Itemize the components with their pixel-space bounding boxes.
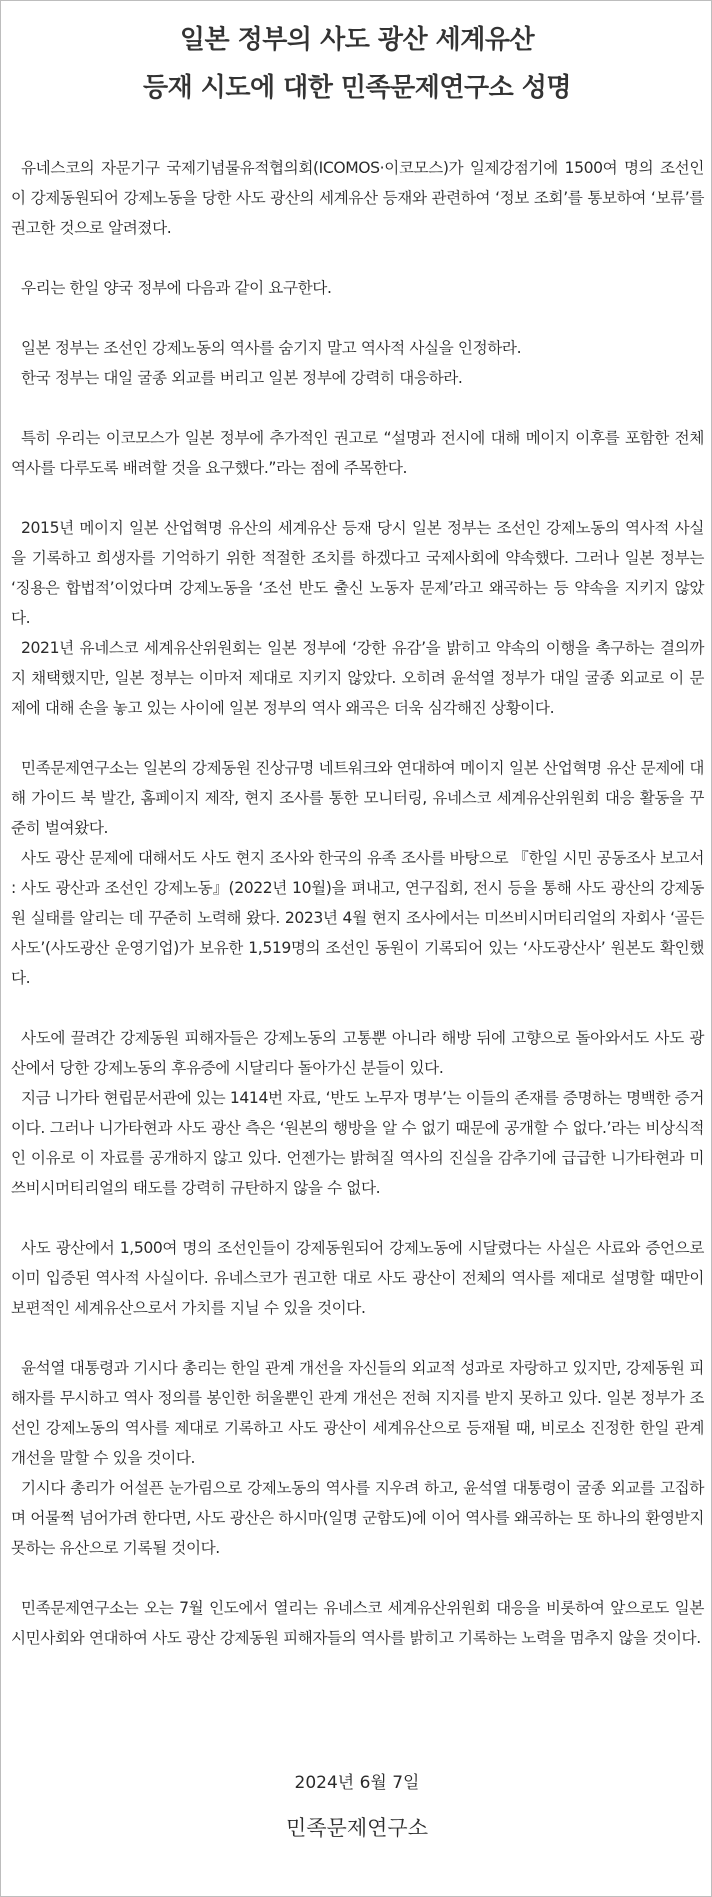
paragraph-2015-meiji: 2015년 메이지 일본 산업혁명 유산의 세계유산 등재 당시 일본 정부는 조선인 강제노동의 역사적 사실을 기록하고 희생자를 기억하기 위한 적절한 조치를 하겠다고 국제사회에 약속했다. 그러나 일본 정부는 ‘징용은 합법적’이었다며 강제노동을 ‘조선 반도 출신 노동자 문제’라고 왜곡하는 등 약속을 지키지 않았다. — [11, 519, 704, 627]
paragraph-icomos-recommendation: 특히 우리는 이코모스가 일본 정부에 추가적인 권고로 “설명과 전시에 대해 메이지 이후를 포함한 전체 역사를 다루도록 배려할 것을 요구했다.”라는 점에 주목한다. — [11, 429, 704, 477]
paragraph-niigata-records: 지금 니가타 현립문서관에 있는 1414번 자료, ‘반도 노무자 명부’는 이들의 존재를 증명하는 명백한 증거이다. 그러나 니가타현과 사도 광산 측은 ‘원본의 행방을 알 수 없기 때문에 공개할 수 없다.’라는 비상식적인 이유로 이 자료를 공개하지 않고 있다. 언젠가는 밝혀질 역사의 진실을 감추기에 급급한 니가타현과 미쓰비시머티리얼의 태도를 강력히 규탄하지 않을 수 없다. — [11, 1089, 704, 1197]
title-line-1: 일본 정부의 사도 광산 세계유산 — [179, 25, 535, 55]
paragraph-commitment: 민족문제연구소는 오는 7월 인도에서 열리는 유네스코 세계유산위원회 대응을 비롯하여 앞으로도 일본 시민사회와 연대하여 사도 광산 강제동원 피해자들의 역사를 밝히고 기록하는 노력을 멈추지 않을 것이다. — [11, 1599, 704, 1647]
paragraph-2021-committee: 2021년 유네스코 세계유산위원회는 일본 정부에 ‘강한 유감’을 밝히고 약속의 이행을 촉구하는 결의까지 채택했지만, 일본 정부는 이마저 제대로 지키지 않았다. 오히려 윤석열 정부가 대일 굴종 외교로 이 문제에 대해 손을 놓고 있는 사이에 일본 정부의 역사 왜곡은 더욱 심각해진 상황이다. — [11, 639, 704, 717]
paragraph-demand-korea: 한국 정부는 대일 굴종 외교를 버리고 일본 정부에 강력히 대응하라. — [21, 369, 463, 387]
paragraph-sado-research: 사도 광산 문제에 대해서도 사도 현지 조사와 한국의 유족 조사를 바탕으로 『한일 시민 공동조사 보고서 : 사도 광산과 조선인 강제노동』(2022년 10월)을 펴내고, 연구집회, 전시 등을 통해 사도 광산의 강제동원 실태를 알리는 데 꾸준히 노력해 왔다. 2023년 4월 현지 조사에서는 미쓰비시머티리얼의 자회사 ‘골든 사도’(사도광산 운영기업)가 보유한 1,519명의 조선인 동원이 기록되어 있는 ‘사도광산사’ 원본도 확인했다. — [11, 849, 704, 987]
paragraph-demand-japan: 일본 정부는 조선인 강제노동의 역사를 숨기지 말고 역사적 사실을 인정하라. — [21, 339, 522, 357]
statement-date: 2024년 6월 7일 — [294, 1773, 420, 1793]
paragraph-relations: 윤석열 대통령과 기시다 총리는 한일 관계 개선을 자신들의 외교적 성과로 자랑하고 있지만, 강제동원 피해자를 무시하고 역사 정의를 봉인한 허울뿐인 관계 개선은 전혀 지지를 받지 못하고 있다. 일본 정부가 조선인 강제노동의 역사를 제대로 기록하고 사도 광산이 세계유산으로 등재될 때, 비로소 진정한 한일 관계 개선을 말할 수 있을 것이다. — [11, 1359, 704, 1467]
paragraph-demand-intro: 우리는 한일 양국 정부에 다음과 같이 요구한다. — [21, 279, 332, 297]
paragraph-victims: 사도에 끌려간 강제동원 피해자들은 강제노동의 고통뿐 아니라 해방 뒤에 고향으로 돌아와서도 사도 광산에서 당한 강제노동의 후유증에 시달리다 돌아가신 분들이 있다. — [11, 1029, 704, 1077]
paragraph-warning: 기시다 총리가 어설픈 눈가림으로 강제노동의 역사를 지우려 하고, 윤석열 대통령이 굴종 외교를 고집하며 어물쩍 넘어가려 한다면, 사도 광산은 하시마(일명 군함도)에 이어 역사를 왜곡하는 또 하나의 환영받지 못하는 유산으로 기록될 것이다. — [11, 1479, 704, 1557]
paragraph-institute-activities: 민족문제연구소는 일본의 강제동원 진상규명 네트워크와 연대하여 메이지 일본 산업혁명 유산 문제에 대해 가이드 북 발간, 홈페이지 제작, 현지 조사를 통한 모니터링, 유네스코 세계유산위원회 대응 활동을 꾸준히 벌여왔다. — [11, 759, 704, 837]
title-line-2: 등재 시도에 대한 민족문제연구소 성명 — [142, 73, 572, 103]
statement-body — [11, 153, 704, 1653]
paragraph-historical-fact: 사도 광산에서 1,500여 명의 조선인들이 강제동원되어 강제노동에 시달렸다는 사실은 사료와 증언으로 이미 입증된 역사적 사실이다. 유네스코가 권고한 대로 사도 광산이 전체의 역사를 제대로 설명할 때만이 보편적인 세계유산으로서 가치를 지닐 수 있을 것이다. — [11, 1239, 704, 1317]
statement-organization: 민족문제연구소 — [285, 1816, 428, 1840]
paragraph-unesco-icomos: 유네스코의 자문기구 국제기념물유적협의회(ICOMOS·이코모스)가 일제강점기에 1500여 명의 조선인이 강제동원되어 강제노동을 당한 사도 광산의 세계유산 등재와 관련하여 ‘정보 조회’를 통보하여 ‘보류’를 권고한 것으로 알려졌다. — [11, 159, 704, 237]
